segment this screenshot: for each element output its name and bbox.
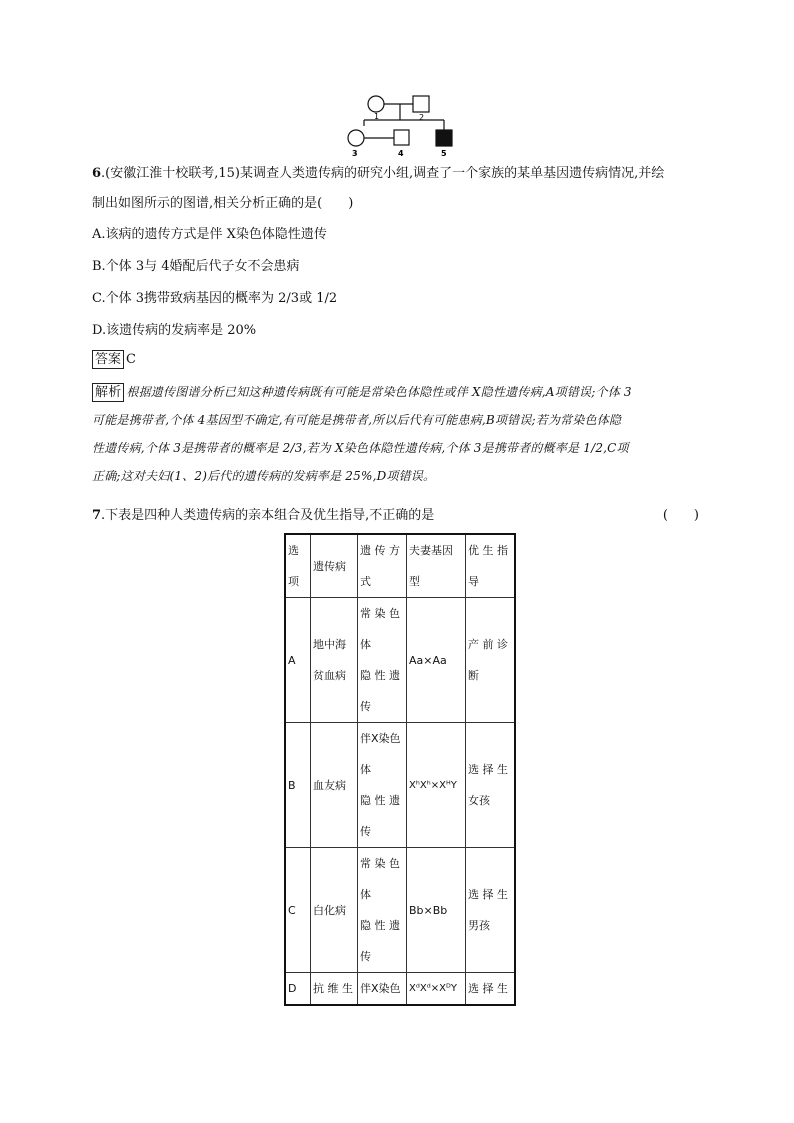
question-6-stem (92, 159, 707, 219)
answer-value: C (126, 352, 136, 367)
row-b-genotype: XʰXʰ×XᴴY (407, 723, 466, 848)
question-6-text-line1: .(安徽江淮十校联考,15)某调查人类遗传病的研究小组,调查了一个家族的某单基因遗传病情况,并绘 (101, 166, 665, 181)
label-1: 1 (374, 112, 380, 121)
question-6-number: 6 (92, 166, 102, 181)
individual-1-female (368, 96, 384, 112)
individual-4-male (394, 130, 409, 145)
row-a-inheritance: 常 染 色 体 隐 性 遗 传 (358, 598, 407, 723)
row-b-option: B (285, 723, 311, 848)
row-c-guidance: 选 择 生 男孩 (466, 848, 516, 973)
table-row (285, 973, 515, 1006)
row-d-option: D (285, 973, 311, 1006)
analysis-block (92, 378, 699, 490)
individual-5-affected-male (436, 130, 452, 146)
analysis-tag: 解析 (92, 383, 124, 402)
row-d-guidance: 选 择 生 (466, 973, 516, 1006)
analysis-line-4: 正确;这对夫妇(1、2)后代的遗传病的发病率是 25%,D项错误。 (92, 469, 436, 483)
label-3: 3 (352, 149, 358, 158)
analysis-line-1 (92, 378, 699, 406)
individual-2-male (413, 96, 429, 112)
row-b-inheritance: 伴X染色 体 隐 性 遗 传 (358, 723, 407, 848)
table-row (285, 598, 515, 723)
question-6-line2: 制出如图所示的图谱,相关分析正确的是( ) (92, 196, 354, 211)
header-option: 选 项 (285, 534, 311, 598)
row-a-guidance: 产 前 诊 断 (466, 598, 516, 723)
question-7-stem (92, 506, 699, 526)
table-header-row (285, 534, 515, 598)
label-5: 5 (441, 149, 447, 158)
row-c-option: C (285, 848, 311, 973)
row-a-option: A (285, 598, 311, 723)
header-inheritance: 遗 传 方 式 (358, 534, 407, 598)
header-disease: 遗传病 (311, 534, 358, 598)
label-4: 4 (398, 149, 404, 158)
option-a: A.该病的遗传方式是伴 X染色体隐性遗传 (92, 227, 327, 242)
question-7-answer-paren: ( ) (662, 508, 699, 523)
option-d: D.该遗传病的发病率是 20% (92, 323, 257, 338)
row-c-disease: 白化病 (311, 848, 358, 973)
option-b: B.个体 3与 4婚配后代子女不会患病 (92, 259, 300, 274)
answer-tag: 答案 (92, 350, 124, 369)
option-c: C.个体 3携带致病基因的概率为 2/3或 1/2 (92, 291, 338, 306)
analysis-line-2: 可能是携带者,个体 4基因型不确定,有可能是携带者,所以后代有可能患病,B项错误;若为常染色体隐 (92, 413, 622, 427)
row-c-genotype: Bb×Bb (407, 848, 466, 973)
answer-line (92, 350, 136, 369)
genetic-disease-table (284, 533, 516, 1006)
header-guidance: 优 生 指 导 (466, 534, 516, 598)
individual-3-female (348, 130, 364, 146)
row-b-disease: 血友病 (311, 723, 358, 848)
pedigree-chart (340, 90, 460, 162)
row-d-disease: 抗 维 生 (311, 973, 358, 1006)
row-a-genotype: Aa×Aa (407, 598, 466, 723)
label-2: 2 (419, 113, 425, 122)
question-7-number: 7 (92, 508, 102, 523)
analysis-line-3: 性遗传病,个体 3是携带者的概率是 2/3,若为 X染色体隐性遗传病,个体 3是携带者的概率是 1/2,C项 (92, 441, 629, 455)
header-genotype: 夫妻基因 型 (407, 534, 466, 598)
row-b-guidance: 选 择 生 女孩 (466, 723, 516, 848)
question-7-text: .下表是四种人类遗传病的亲本组合及优生指导,不正确的是 (101, 508, 435, 523)
row-a-disease: 地中海 贫血病 (311, 598, 358, 723)
row-c-inheritance: 常 染 色 体 隐 性 遗 传 (358, 848, 407, 973)
table-row (285, 848, 515, 973)
row-d-inheritance: 伴X染色 (358, 973, 407, 1006)
question-6-line1 (92, 159, 707, 189)
row-d-genotype: XᵈXᵈ×XᴰY (407, 973, 466, 1006)
table-row (285, 723, 515, 848)
analysis-text-1: 根据遗传图谱分析已知这种遗传病既有可能是常染色体隐性或伴 X隐性遗传病,A项错误;个体 3 (126, 385, 632, 399)
